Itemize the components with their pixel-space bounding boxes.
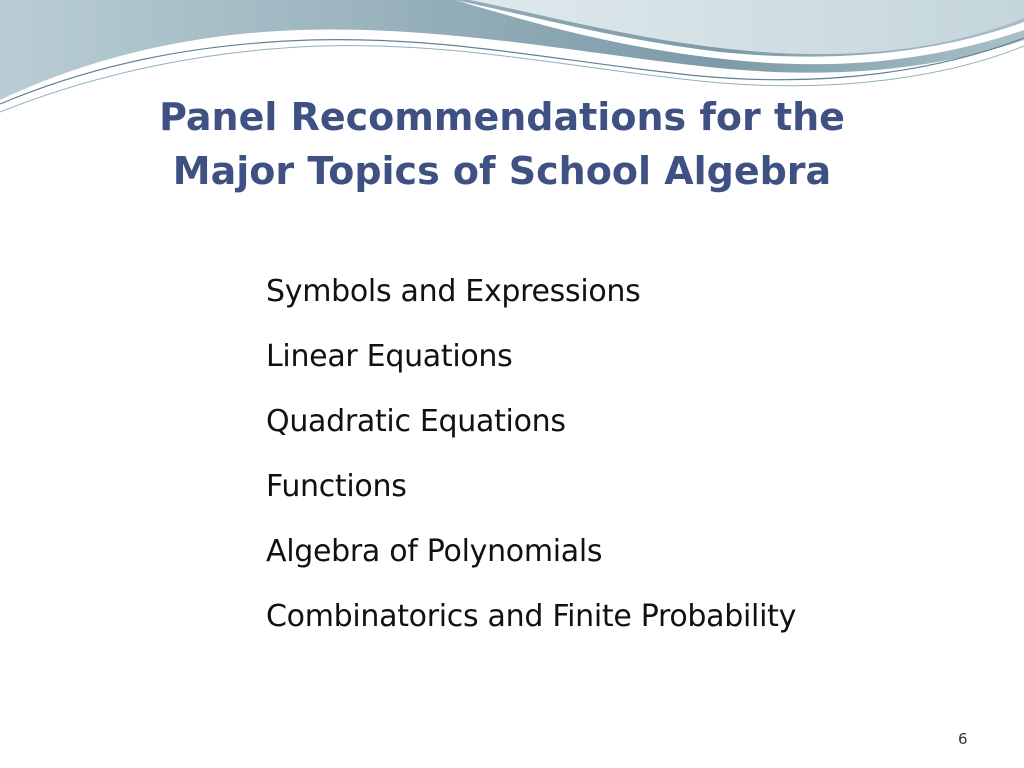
page-number: 6 xyxy=(958,730,968,748)
topic-item: Symbols and Expressions xyxy=(266,274,641,309)
topic-item: Quadratic Equations xyxy=(266,404,566,439)
slide-title-line-2: Major Topics of School Algebra xyxy=(172,149,832,193)
slide-title xyxy=(0,90,1004,198)
topic-item: Algebra of Polynomials xyxy=(266,534,603,569)
topic-item: Linear Equations xyxy=(266,339,513,374)
topic-item: Functions xyxy=(266,469,407,504)
topic-list xyxy=(266,268,796,658)
topic-item: Combinatorics and Finite Probability xyxy=(266,599,797,634)
slide-title-line-1: Panel Recommendations for the xyxy=(159,95,845,139)
